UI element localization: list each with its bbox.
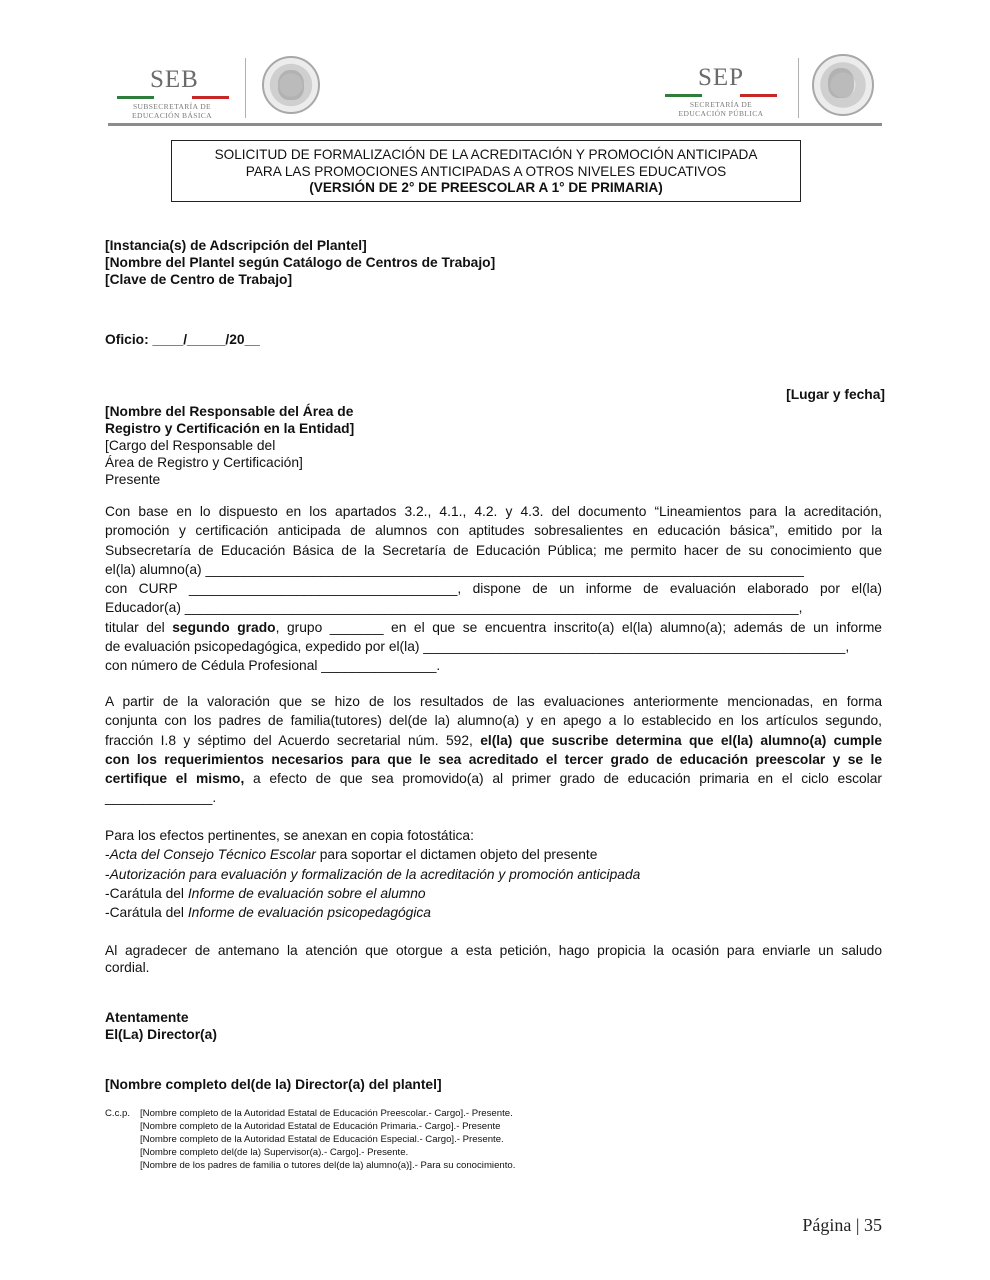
mexico-coat-of-arms-icon [812, 54, 874, 116]
annex-item: -Acta del Consejo Técnico Escolar para soportar el dictamen objeto del presente [105, 847, 598, 863]
tricolor-stripe [117, 96, 229, 99]
annex-item: -Carátula del Informe de evaluación psicopedagógica [105, 905, 431, 921]
oficio-number: Oficio: ____/_____/20__ [105, 332, 260, 347]
tricolor-stripe [665, 94, 777, 97]
director-name: [Nombre completo del(de la) Director(a) del plantel] [105, 1077, 442, 1092]
logo-divider [798, 58, 799, 118]
ccp-item: [Nombre de los padres de familia o tutores del(de la) alumno(a)].- Para su conocimiento. [140, 1160, 516, 1171]
ccp-item: [Nombre completo de la Autoridad Estatal de Educación Primaria.- Cargo].- Presente [140, 1121, 501, 1132]
sep-wordmark: SEP [698, 64, 745, 91]
signature-block: Atentamente El(La) Director(a) [105, 1010, 217, 1042]
annex-item: -Autorización para evaluación y formalización de la acreditación y promoción anticipada [105, 866, 641, 882]
place-and-date: [Lugar y fecha] [786, 387, 885, 402]
seb-subtitle: SUBSECRETARÍA DE EDUCACIÓN BÁSICA [132, 102, 212, 120]
closing-paragraph: Al agradecer de antemano la atención que otorgue a esta petición, hago propicia la ocasión para enviarle un saludo cordial. [105, 943, 882, 975]
recipient-block: [Nombre del Responsable del Área de Registro y Certificación en la Entidad] [Cargo del Responsable del Área de Registro y Certificación] Presente [105, 404, 355, 487]
annex-list [105, 826, 882, 922]
ccp-item: [Nombre completo del(de la) Supervisor(a).- Cargo].- Presente. [140, 1147, 409, 1158]
sep-subtitle: SECRETARÍA DE EDUCACIÓN PÚBLICA [678, 100, 764, 118]
seb-wordmark: SEB [150, 66, 199, 93]
title-line-3: (VERSIÓN DE 2° DE PREESCOLAR A 1° DE PRIMARIA) [309, 180, 663, 195]
body-paragraph-2: A partir de la valoración que se hizo de los resultados de las evaluaciones anteriormente mencionadas, en forma conjunta con los padres de familia(tutores) del(de la) alumno(a) y en apego a lo establecido en los artículos segundo, fracción I.8 y séptimo del Acuerdo secretarial núm. 592, el(la) que suscribe determina que el(la) alumno(a) cumple con los requerimientos necesarios para que le sea acreditado el tercer grado de educación preescolar y se le certifique el mismo, a efecto de que sea promovido(a) al primer grado de educación primaria en el ciclo escolar ______________. [105, 694, 882, 806]
body-paragraph-1: Con base en lo dispuesto en los apartados 3.2., 4.1., 4.2. y 4.3. del documento “Lineamientos para la acreditación, promoción y certificación anticipada de alumnos con aptitudes sobresalientes en educación básica”, emitido por la Subsecretaría de Educación Básica de la Secretaría de Educación Pública; me permito hacer de su conocimiento que el(la) alumno(a) ______________________________________________________________________________ con CURP ___________________________________, dispone de un informe de evaluación elaborado por el(la) Educador(a) ________________________________________________________________________________, titular del segundo grado, grupo _______ en el que se encuentra inscrito(a) el(la) alumno(a); además de un informe de evaluación psicopedagógica, expedido por el(la) _______________________________________________________, con número de Cédula Profesional _______________. [105, 504, 882, 674]
mexico-coat-of-arms-icon [262, 56, 320, 114]
annex-intro: Para los efectos pertinentes, se anexan en copia fotostática: [105, 828, 474, 843]
ccp-item: [Nombre completo de la Autoridad Estatal de Educación Preescolar.- Cargo].- Presente. [140, 1108, 513, 1119]
title-line-1: SOLICITUD DE FORMALIZACIÓN DE LA ACREDITACIÓN Y PROMOCIÓN ANTICIPADA [214, 147, 758, 162]
header-rule [108, 123, 882, 126]
school-info: [Instancia(s) de Adscripción del Plantel] [Nombre del Plantel según Catálogo de Centros de Trabajo] [Clave de Centro de Trabajo] [105, 238, 496, 287]
sep-logo [660, 52, 882, 122]
ccp-item: [Nombre completo de la Autoridad Estatal de Educación Especial.- Cargo].- Presente. [140, 1134, 504, 1145]
ccp-list [140, 1107, 515, 1172]
page-number-footer: Página | 35 [802, 1215, 882, 1235]
ccp-label: C.c.p. [105, 1108, 131, 1119]
seb-logo [112, 52, 322, 122]
title-line-2: PARA LAS PROMOCIONES ANTICIPADAS A OTROS NIVELES EDUCATIVOS [245, 163, 727, 179]
logo-divider [245, 58, 246, 118]
document-title-box [171, 140, 801, 202]
annex-item: -Carátula del Informe de evaluación sobre el alumno [105, 885, 426, 901]
